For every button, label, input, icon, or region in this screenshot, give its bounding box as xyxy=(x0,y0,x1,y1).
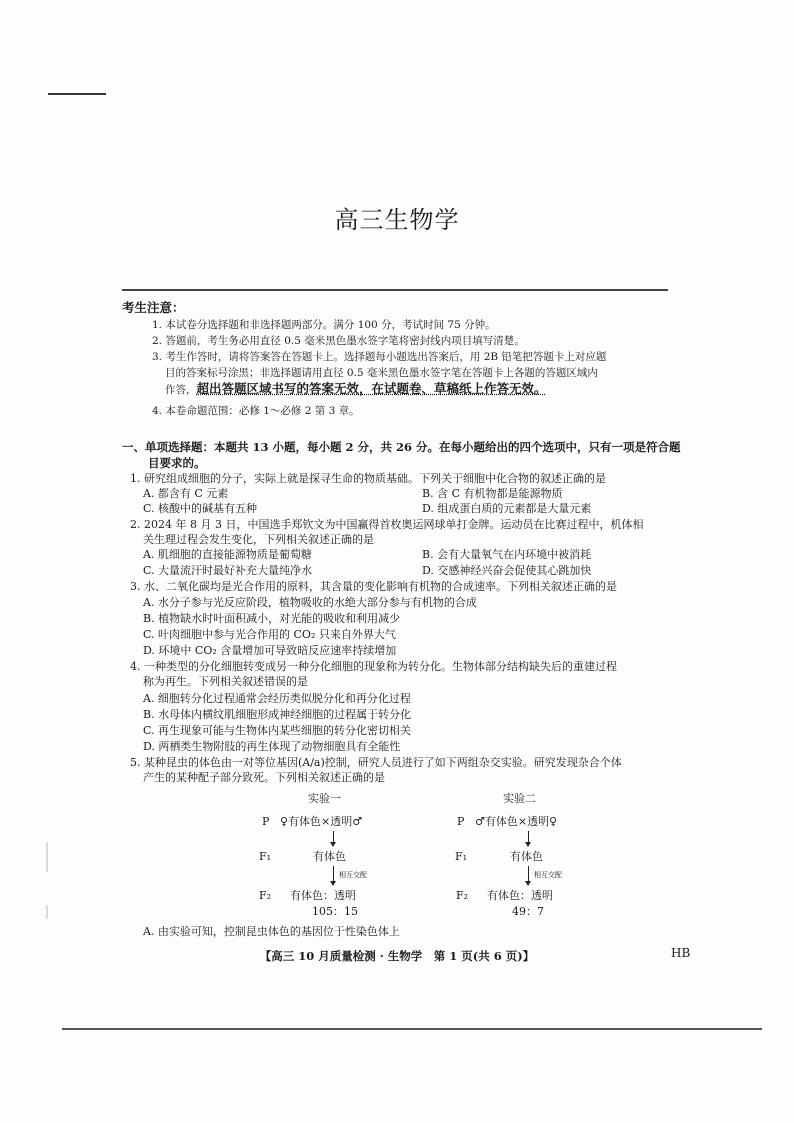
section-1-heading-cont: 目要求的。 xyxy=(148,456,206,470)
exp2-f1-label: F₁ xyxy=(455,850,468,863)
paper-code: HB xyxy=(671,946,691,960)
q4-option-d: D. 两栖类生物附肢的再生体现了动物细胞具有全能性 xyxy=(143,740,401,753)
exp2-f2-label: F₂ xyxy=(456,889,469,902)
q2-stem-cont: 关生理过程会发生变化，下列相关叙述正确的是 xyxy=(143,533,374,546)
exp1-label: 实验一 xyxy=(308,792,341,805)
q3-option-b: B. 植物缺水时叶面积减小，对光能的吸收和利用减少 xyxy=(143,612,401,625)
q5-stem-cont: 产生的某种配子部分致死。下列相关叙述正确的是 xyxy=(143,771,385,784)
section-1-heading: 一、单项选择题：本题共 13 小题，每小题 2 分，共 26 分。在每小题给出的四个选项中，只有一项是符合题 xyxy=(122,440,681,454)
q2-stem: 2. 2024 年 8 月 3 日，中国选手郑钦文为中国赢得首枚奥运网球单打金牌。运动员在比赛过程中，机体相 xyxy=(130,518,644,531)
exp1-f2-label: F₂ xyxy=(259,889,272,902)
q4-option-a: A. 细胞转分化过程通常会经历类似脱分化和再分化过程 xyxy=(143,692,411,705)
q1-option-d: D. 组成蛋白质的元素都是大量元素 xyxy=(422,502,592,515)
notice-emphasis: 超出答题区域书写的答案无效，在试题卷、草稿纸上作答无效。 xyxy=(196,381,547,396)
exp2-f2-ratio: 49：7 xyxy=(512,905,544,918)
scan-speck xyxy=(46,905,48,919)
exp2-mating-note: 相互交配 xyxy=(534,871,562,879)
q3-option-a: A. 水分子参与光反应阶段，植物吸收的水绝大部分参与有机物的合成 xyxy=(143,596,477,609)
notice-item-3-end xyxy=(165,382,547,397)
q5-stem: 5. 某种昆虫的体色由一对等位基因(A/a)控制，研究人员进行了如下两组杂交实验。研究发现杂合个体 xyxy=(130,756,622,769)
q2-option-d: D. 交感神经兴奋会促使其心跳加快 xyxy=(422,564,592,577)
exp1-f2-ratio: 105：15 xyxy=(312,905,358,918)
exp1-f1-label: F₁ xyxy=(259,850,272,863)
exp2-f2-phenotype: 有体色：透明 xyxy=(487,889,553,902)
notice-item-3-prefix: 作答， xyxy=(165,384,197,396)
exp2-arrow-2 xyxy=(528,866,529,882)
exp1-p-label: P xyxy=(262,815,270,828)
exp1-arrow-2 xyxy=(333,866,334,882)
notice-item-1: 1. 本试卷分选择题和非选择题两部分。满分 100 分，考试时间 75 分钟。 xyxy=(152,319,496,331)
q1-stem: 1. 研究组成细胞的分子，实际上就是探寻生命的物质基础。下列关于细胞中化合物的叙述正确的是 xyxy=(130,472,606,485)
page-title: 高三生物学 xyxy=(334,206,460,234)
notice-item-4: 4. 本卷命题范围：必修 1～必修 2 第 3 章。 xyxy=(152,405,360,417)
q3-stem: 3. 水、二氧化碳均是光合作用的原料，其含量的变化影响有机物的合成速率。下列相关叙述正确的是 xyxy=(130,580,617,593)
scan-edge-mark xyxy=(48,93,106,95)
notice-item-3: 3. 考生作答时，请将答案答在答题卡上。选择题每小题选出答案后，用 2B 铅笔把答题卡上对应题 xyxy=(152,351,607,363)
exp1-parent-cross: ♀有体色×透明♂ xyxy=(280,815,363,828)
q2-option-b: B. 会有大量氧气在内环境中被消耗 xyxy=(422,548,592,561)
q3-option-c: C. 叶肉细胞中参与光合作用的 CO₂ 只来自外界大气 xyxy=(143,628,396,641)
q1-option-c: C. 核酸中的碱基有五种 xyxy=(143,502,258,515)
exp1-arrowhead-1 xyxy=(330,842,336,847)
exp1-f2-phenotype: 有体色：透明 xyxy=(290,889,356,902)
q5-option-a: A. 由实验可知，控制昆虫体色的基因位于性染色体上 xyxy=(143,925,400,938)
exp2-p-label: P xyxy=(457,815,465,828)
exp2-label: 实验二 xyxy=(503,792,536,805)
exp1-mating-note: 相互交配 xyxy=(339,871,367,879)
notice-heading: 考生注意： xyxy=(122,300,185,315)
q2-option-c: C. 大量流汗时最好补充大量纯净水 xyxy=(143,564,313,577)
scan-speck xyxy=(46,842,48,872)
exp2-f1-phenotype: 有体色 xyxy=(510,850,543,863)
q3-option-d: D. 环境中 CO₂ 含量增加可导致暗反应速率持续增加 xyxy=(143,644,397,657)
q4-stem-cont: 称为再生。下列相关叙述错误的是 xyxy=(143,675,308,688)
exp1-arrowhead-2 xyxy=(330,881,336,886)
notice-item-3-cont: 目的答案标号涂黑；非选择题请用直径 0.5 毫米黑色墨水签字笔在答题卡上各题的答题区域内 xyxy=(165,367,598,379)
notice-item-2: 2. 答题前，考生务必用直径 0.5 毫米黑色墨水签字笔将密封线内项目填写清楚。 xyxy=(152,335,525,347)
exp2-arrowhead-1 xyxy=(525,842,531,847)
exp1-f1-phenotype: 有体色 xyxy=(313,850,346,863)
q4-option-c: C. 再生现象可能与生物体内某些细胞的转分化密切相关 xyxy=(143,724,412,737)
exp2-parent-cross: ♂有体色×透明♀ xyxy=(475,815,558,828)
q4-option-b: B. 水母体内横纹肌细胞形成神经细胞的过程属于转分化 xyxy=(143,708,412,721)
scan-bottom-edge xyxy=(62,1028,762,1030)
title-divider xyxy=(122,289,668,291)
q2-option-a: A. 肌细胞的直接能源物质是葡萄糖 xyxy=(143,548,312,561)
q1-option-b: B. 含 C 有机物都是能源物质 xyxy=(422,487,563,500)
page-footer: 【高三 10 月质量检测 · 生物学 第 1 页(共 6 页)】 xyxy=(259,949,535,963)
exp2-arrowhead-2 xyxy=(525,881,531,886)
q1-option-a: A. 都含有 C 元素 xyxy=(143,487,229,500)
q4-stem: 4. 一种类型的分化细胞转变成另一种分化细胞的现象称为转分化。生物体部分结构缺失后的重建过程 xyxy=(130,660,617,673)
